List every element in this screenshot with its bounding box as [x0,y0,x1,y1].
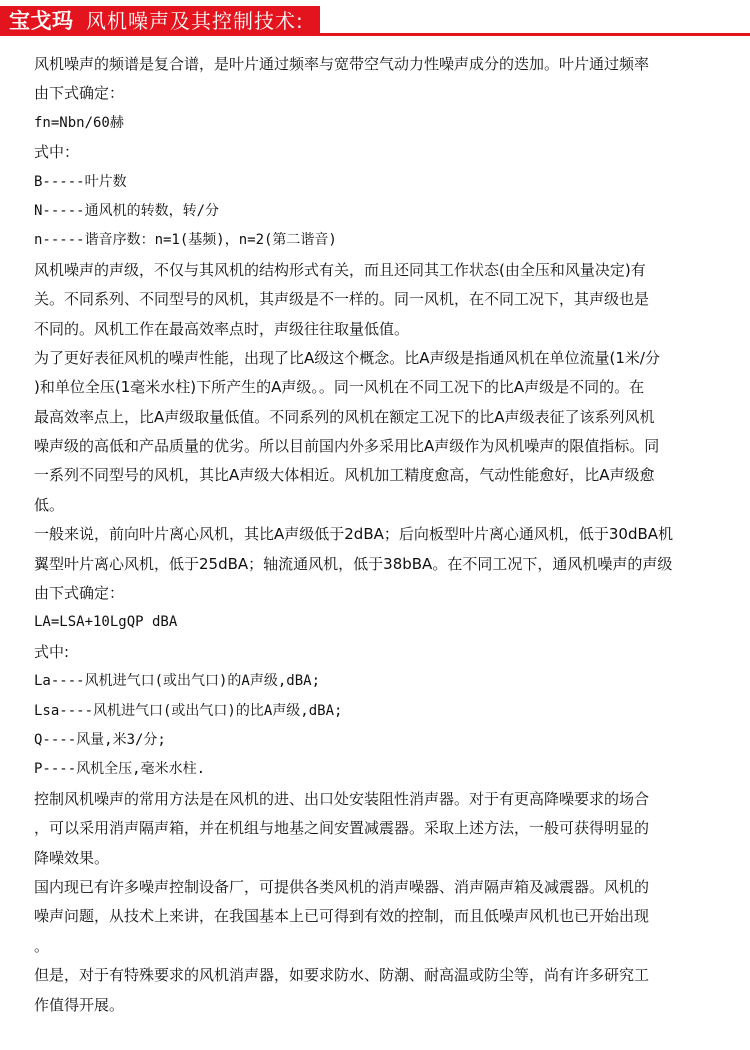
header-bar [0,6,750,36]
text-line: LA=LSA+10LgQP dBA [34,614,178,631]
text-line: 控制风机噪声的常用方法是在风机的进、出口处安装阻性消声器。对于有更高降噪要求的场合 [34,789,650,808]
text-line: ，可以采用消声隔声箱，并在机组与地基之间安置减震器。采取上述方法，一般可获得明显的 [34,819,650,838]
text-line: 噪声级的高低和产品质量的优劣。所以目前国内外多采用比A声级作为风机噪声的限值指标。同 [34,437,660,456]
text-line: 风机噪声的频谱是复合谱，是叶片通过频率与宽带空气动力性噪声成分的迭加。叶片通过频率 [34,55,650,73]
brand-name: 宝戈玛 [9,9,74,33]
text-line: fn=Nbn/60赫 [34,114,124,131]
text-line: Lsa----风机进气口(或出气口)的比A声级,dBA; [34,702,343,719]
text-line: N-----通风机的转数，转/分 [34,202,220,219]
text-line: 关。不同系列、不同型号的风机，其声级是不一样的。同一风机，在不同工况下，其声级也是 [34,290,650,309]
page-title: 风机噪声及其控制技术: [86,9,304,33]
text-line: 一般来说，前向叶片离心风机，其比A声级低于2dBA；后向板型叶片离心通风机，低于30dBA机 [34,525,674,544]
text-line: La----风机进气口(或出气口)的A声级,dBA; [34,673,321,690]
text-line: 噪声问题，从技术上来讲，在我国基本上已可得到有效的控制，而且低噪声风机也已开始出现 [34,907,650,926]
text-line: 一系列不同型号的风机，其比A声级大体相近。风机加工精度愈高，气动性能愈好，比A声级愈 [34,466,655,485]
text-line: 为了更好表征风机的噪声性能，出现了比A级这个概念。比A声级是指通风机在单位流量(1米/分 [34,348,660,367]
text-line: 。 [34,936,50,955]
text-line: 由下式确定： [34,84,125,103]
text-line: 式中: [34,642,70,661]
text-line: )和单位全压(1毫米水柱)下所产生的A声级。。同一风机在不同工况下的比A声级是不同的。在 [34,378,645,397]
text-line: 最高效率点上，比A声级取量低值。不同系列的风机在额定工况下的比A声级表征了该系列风机 [34,407,655,426]
text-line: 由下式确定： [34,584,125,603]
text-line: 风机噪声的声级，不仅与其风机的结构形式有关，而且还同其工作状态(由全压和风量决定)有 [34,260,646,279]
text-line: 低。 [34,495,65,514]
text-line: 翼型叶片离心风机，低于25dBA；轴流通风机，低于38bBA。在不同工况下，通风机噪声的声级 [34,554,673,573]
text-line: Q----风量,米3/分; [34,731,166,748]
text-line: P----风机全压,毫米水柱. [34,761,206,778]
text-line: 不同的。风机工作在最高效率点时，声级往往取量低值。 [34,319,410,338]
text-line: n-----谐音序数：n=1(基频)，n=2(第二谐音) [34,232,337,249]
text-line: 国内现已有许多噪声控制设备厂，可提供各类风机的消声噪器、消声隔声箱及减震器。风机的 [34,877,650,896]
text-line: B-----叶片数 [34,173,127,190]
text-line: 但是，对于有特殊要求的风机消声器，如要求防水、防潮、耐高温或防尘等，尚有许多研究工 [34,966,650,985]
text-line: 作值得开展。 [34,995,125,1014]
text-line: 降噪效果。 [34,848,110,867]
text-line: 式中： [34,143,80,162]
article-body [34,50,736,1020]
